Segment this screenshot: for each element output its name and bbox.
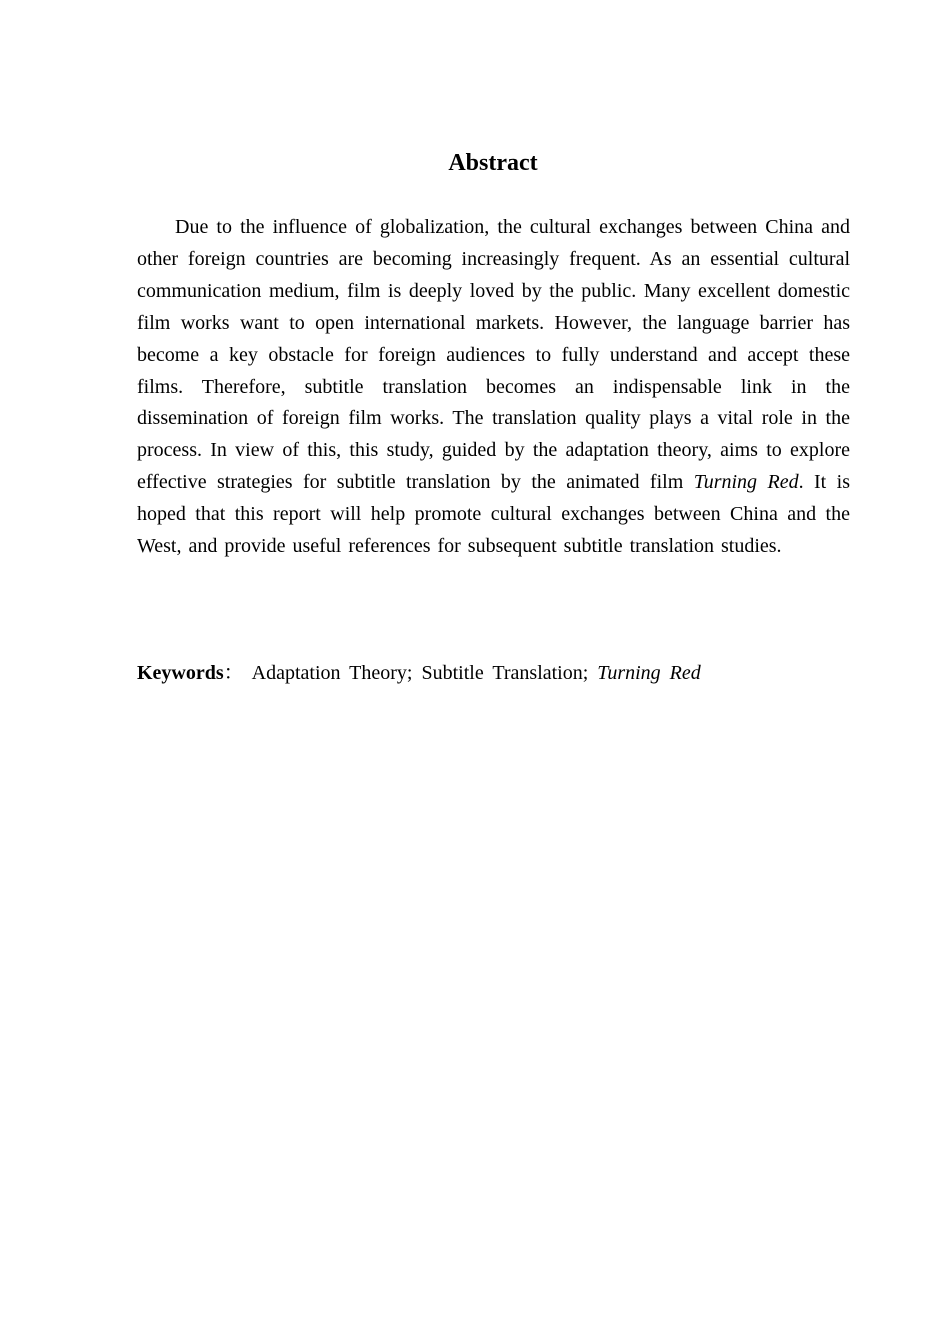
- keywords-list: Adaptation Theory; Subtitle Translation;: [251, 662, 598, 684]
- keywords-separator: ：: [223, 662, 244, 684]
- abstract-text-part1: Due to the influence of globalization, the cultural exchanges between China and other foreign countries are becoming increasingly frequent. As an essential cultural communication medium, film is deeply loved by the public. Many excellent domestic film works want to open international markets. However, the language barrier has become a key obstacle for foreign audiences to fully understand and accept these films. Therefore, subtitle translation becomes an indispensable link in the dissemination of foreign film works. The translation quality plays a vital role in the process. In view of this, this study, guided by the adaptation theory, aims to explore effective strategies for subtitle translation by the animated film: [137, 216, 850, 494]
- film-title: Turning Red: [693, 471, 799, 494]
- keywords-film-title: Turning Red: [597, 662, 701, 684]
- keywords-label: Keywords: [137, 662, 224, 684]
- abstract-text-part2: . It is hoped that this report will help promote cultural exchanges between China and the West, and provide useful references for subsequent subtitle translation studies.: [137, 471, 850, 558]
- keywords-line: [137, 657, 850, 689]
- abstract-title: Abstract: [448, 150, 538, 176]
- abstract-paragraph: [137, 212, 850, 563]
